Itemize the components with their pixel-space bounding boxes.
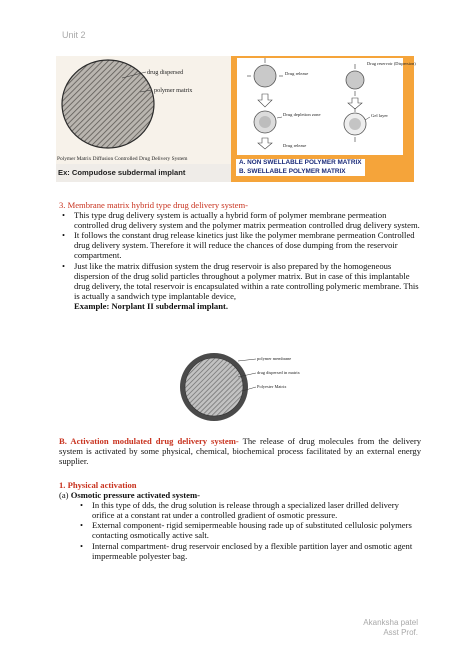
section-activation-modulated: [59, 436, 421, 466]
drug-matrix-core: [185, 358, 243, 416]
unit-header: Unit 2: [62, 30, 86, 40]
list-item: • In this type of dds, the drug solution is release through a specialized laser drilled delivery orifice at a constant rat under a controlled gradient of osmotic pressure.: [77, 500, 421, 520]
list-item: • It follows the constant drug release kinetics just like the polymer membrane permeation Controlled drug delivery system. Therefore it will reduce the chances of dose dumping from the reservoir compartment.: [59, 230, 421, 260]
label-drug-release: Drug release: [285, 71, 309, 76]
section-membrane-matrix-hybrid: [59, 200, 421, 311]
arrow-down-icon: [258, 138, 272, 149]
label-drug-in-matrix: drug dispersed in matrix: [257, 370, 300, 375]
author-name: Akanksha patel: [363, 618, 418, 627]
label-drug-depletion: Drug depletion zone: [283, 112, 321, 117]
matrix-disc-illustration: [56, 56, 231, 164]
label-gel-layer: Gel layer: [371, 113, 388, 118]
matrix-release-diagram: [237, 58, 416, 155]
section-b-text: The release of drug molecules from the delivery system is activated by some physical, chemical, biochemical process facilitated by an external energy supplier.: [59, 436, 421, 467]
label-polymer-matrix: polymer matrix: [154, 87, 193, 94]
physical-activation-title: 1. Physical activation: [59, 480, 137, 490]
label-polymer-membrane: polymer membrane: [257, 356, 292, 361]
list-item: • External component- rigid semipermeable housing rade up of substituted cellulosic polymers contacting osmotically active salt.: [77, 520, 421, 540]
caption-matrix-diffusion: Polymer Matrix Diffusion Controlled Drug Delivery System: [57, 156, 188, 162]
norplant-figure: [176, 347, 300, 427]
example-compudose: Ex: Compudose subdermal implant: [56, 164, 231, 182]
section-b-title: B. Activation modulated drug delivery system-: [59, 436, 239, 446]
matrix-circle-a1: [254, 65, 276, 87]
list-item: • This type drug delivery system is actually a hybrid form of polymer membrane permeation controlled drug delivery system and the polymer matrix permeation controlled drug delivery system.: [59, 210, 421, 230]
author-role: Asst Prof.: [383, 628, 418, 637]
label-non-swellable: A. NON SWELLABLE POLYMER MATRIX: [239, 159, 362, 166]
arrow-down-icon: [258, 94, 272, 107]
label-polyester-matrix: Polyester Matrix: [257, 384, 287, 389]
example-norplant: Example: Norplant II subdermal implant.: [74, 300, 228, 311]
arrow-down-icon: [348, 98, 362, 109]
author-footer: [363, 618, 418, 638]
section-3-title: 3. Membrane matrix hybrid type drug delivery system-: [59, 200, 249, 210]
label-swellable: B. SWELLABLE POLYMER MATRIX: [239, 167, 346, 175]
osmotic-bullets: [59, 500, 421, 561]
matrix-diffusion-figure: [56, 56, 414, 182]
section-3-bullets: [59, 210, 421, 311]
list-item: • Internal compartment- drug reservoir enclosed by a flexible partition layer and osmotic agent impermeable polyester bag.: [77, 541, 421, 561]
label-drug-reservoir: Drug reservoir (Dispersion): [367, 61, 416, 66]
label-drug-dispersed: drug dispersed: [147, 69, 184, 76]
matrix-circle-b1: [346, 71, 364, 89]
matrix-type-labels: [236, 159, 365, 176]
section-physical-activation: [59, 480, 421, 561]
list-item: • Just like the matrix diffusion system the drug reservoir is also prepared by the homogeneous dispersion of the drug solid particles throughout a polymer matrix. But in case of this implantable drug delivery, the total reservoir is encapsulated within a rate controlling polymeric membrane. This is actually a sandwich type implantable device, Example: Norplant II subdermal implant.: [59, 261, 421, 311]
label-drug-release-2: Drug release: [283, 143, 307, 148]
osmotic-subtitle: (a) Osmotic pressure activated system-: [59, 490, 200, 501]
matrix-diffusion-diagram: [56, 56, 231, 182]
